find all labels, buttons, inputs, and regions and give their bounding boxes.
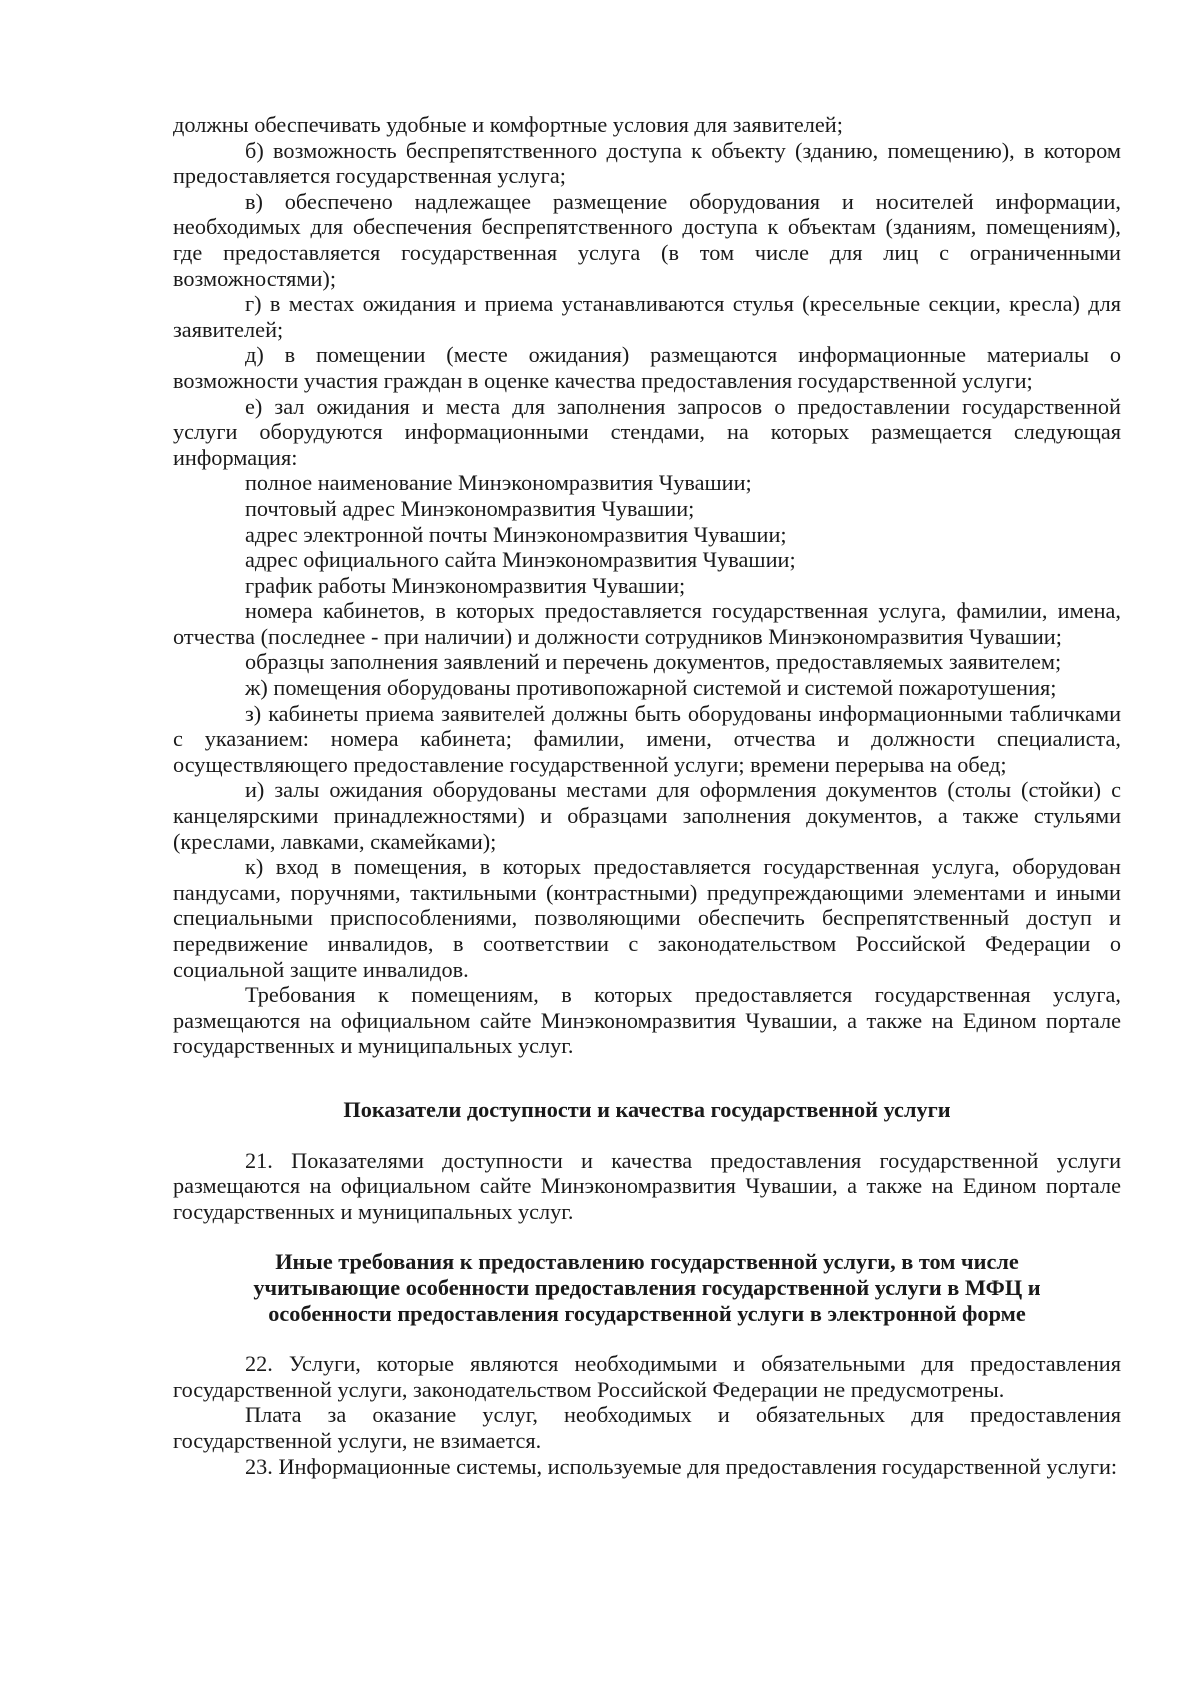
heading-line: Иные требования к предоставлению государственной услуги, в том числе	[275, 1249, 1019, 1275]
paragraph-item-k: к) вход в помещения, в которых предоставляется государственная услуга, оборудован пандусами, поручнями, тактильными (контрастными) предупреждающими элементами и иными специальными приспособлениями, позволяющими обеспечить беспрепятственный доступ и передвижение инвалидов, в соответствии с законодательством Российской Федерации о социальной защите инвалидов.	[173, 854, 1121, 982]
info-list-item: полное наименование Минэкономразвития Чувашии;	[245, 470, 752, 496]
paragraph-continuation: должны обеспечивать удобные и комфортные условия для заявителей;	[173, 112, 843, 137]
paragraph-item-d: д) в помещении (месте ожидания) размещаются информационные материалы о возможности участия граждан в оценке качества предоставления государственной услуги;	[173, 342, 1121, 393]
paragraph-item-b: б) возможность беспрепятственного доступа к объекту (зданию, помещению), в котором предоставляется государственная услуга;	[173, 137, 1121, 189]
paragraph-item-z: з) кабинеты приема заявителей должны быть оборудованы информационными табличками с указанием: номера кабинета; фамилии, имени, отчества и должности специалиста, осуществляющего предоставление государственной услуги; времени перерыва на обед;	[173, 700, 1121, 777]
paragraph-item-g: г) в местах ожидания и приема устанавливаются стулья (кресельные секции, кресла) для заявителей;	[173, 291, 1121, 342]
paragraph-requirements: Требования к помещениям, в которых предоставляется государственная услуга, размещаются на официальном сайте Минэкономразвития Чувашии, а также на Едином портале государственных и муниципальных услуг.	[173, 982, 1121, 1059]
info-list-item: почтовый адрес Минэкономразвития Чувашии;	[245, 495, 695, 521]
paragraph-item-zh: ж) помещения оборудованы противопожарной системой и системой пожаротушения;	[245, 675, 1057, 701]
paragraph-item-i: и) залы ожидания оборудованы местами для оформления документов (столы (стойки) с канцелярскими принадлежностями) и образцами заполнения документов, а также стульями (креслами, лавками, скамейками);	[173, 777, 1121, 854]
paragraph-item-e: е) зал ожидания и места для заполнения запросов о предоставлении государственной услуги оборудуются информационными стендами, на которых размещается следующая информация:	[173, 393, 1121, 470]
paragraph-21: 21. Показателями доступности и качества предоставления государственной услуги размещаются на официальном сайте Минэкономразвития Чувашии, а также на Едином портале государственных и муниципальных услуг.	[173, 1147, 1121, 1224]
paragraph-23: 23. Информационные системы, используемые для предоставления государственной услуги:	[245, 1453, 1118, 1479]
document-page	[173, 112, 1121, 1479]
paragraph-22: 22. Услуги, которые являются необходимыми и обязательными для предоставления государственной услуги, законодательством Российской Федерации не предусмотрены.	[173, 1351, 1121, 1402]
heading-line: учитывающие особенности предоставления государственной услуги в МФЦ и	[253, 1274, 1041, 1300]
info-list-item: график работы Минэкономразвития Чувашии;	[245, 572, 686, 598]
info-list-item: адрес официального сайта Минэкономразвития Чувашии;	[245, 547, 796, 573]
info-list-item: адрес электронной почты Минэкономразвития Чувашии;	[245, 521, 787, 547]
paragraph-item-v: в) обеспечено надлежащее размещение оборудования и носителей информации, необходимых для обеспечения беспрепятственного доступа к объектам (зданиям, помещениям), где предоставляется государственная услуга (в том числе для лиц с ограниченными возможностями);	[173, 188, 1121, 291]
paragraph-fee: Плата за оказание услуг, необходимых и обязательных для предоставления государственной услуги, не взимается.	[173, 1402, 1121, 1453]
heading-line: особенности предоставления государственной услуги в электронной форме	[268, 1300, 1026, 1326]
info-list-item: образцы заполнения заявлений и перечень документов, предоставляемых заявителем;	[245, 649, 1062, 675]
section-heading-other-requirements	[173, 1249, 1121, 1326]
info-list-item: номера кабинетов, в которых предоставляется государственная услуга, фамилии, имена, отчества (последнее - при наличии) и должности сотрудников Минэкономразвития Чувашии;	[173, 598, 1121, 649]
section-heading-indicators: Показатели доступности и качества государственной услуги	[343, 1096, 951, 1122]
